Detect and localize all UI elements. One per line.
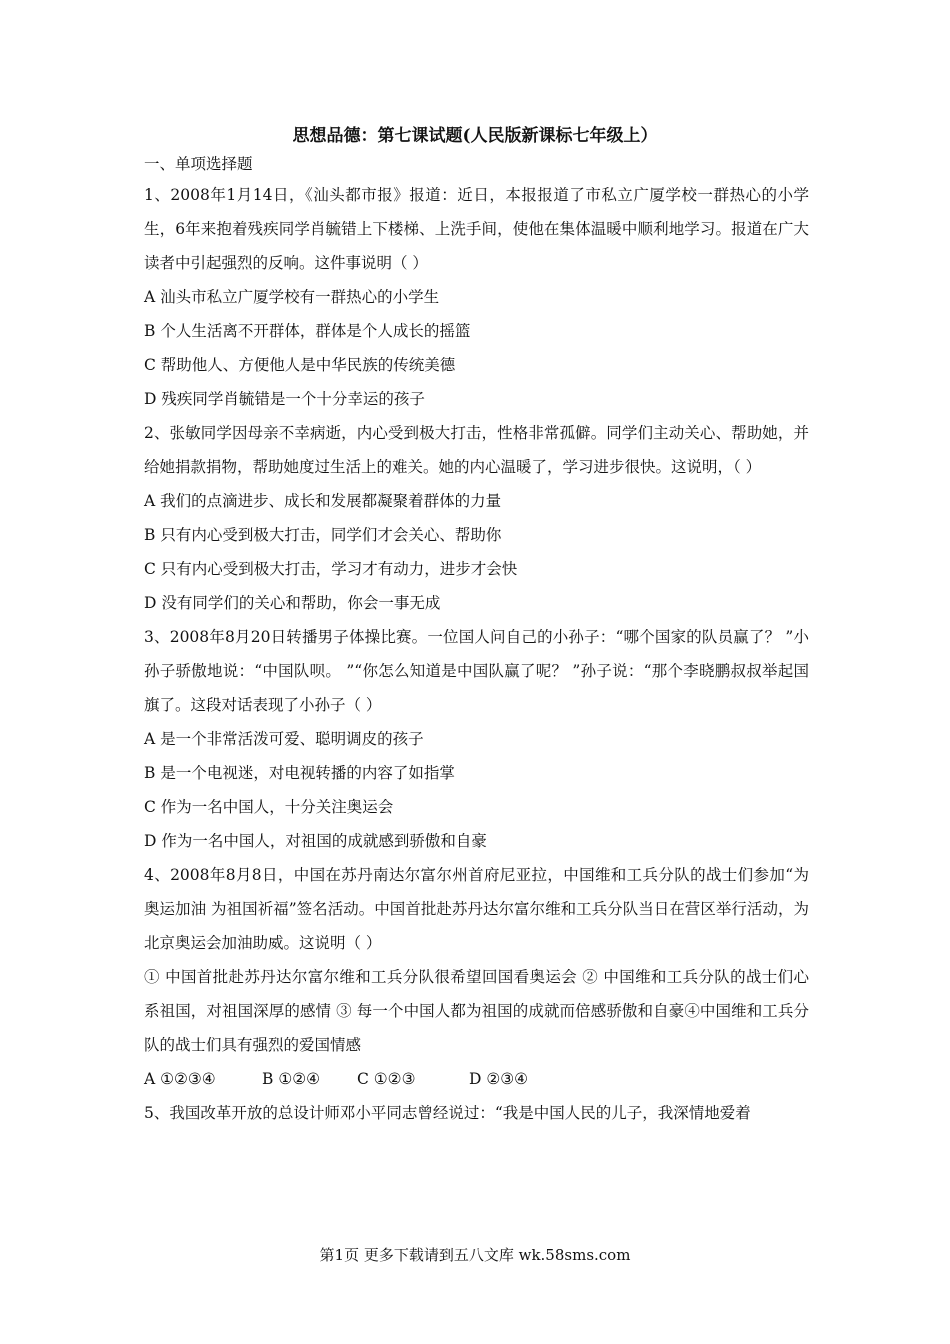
page-title: 思想品德：第七课试题(人民版新课标七年级上） [292, 126, 658, 146]
question-1-stem: 1、2008年1月14日，《汕头都市报》报道：近日，本报报道了市私立广厦学校一群热心的小学生，6年来抱着残疾同学肖毓错上下楼梯、上洗手间，使他在集体温暖中顺利地学习。报道在广大读者中引起强烈的反响。这件事说明（ ） [144, 186, 809, 272]
question-1-option-d: D 残疾同学肖毓错是一个十分幸运的孩子 [144, 390, 425, 408]
question-2-stem: 2、张敏同学因母亲不幸病逝，内心受到极大打击，性格非常孤僻。同学们主动关心、帮助她，并给她捐款捐物，帮助她度过生活上的难关。她的内心温暖了，学习进步很快。这说明，（ ） [144, 424, 809, 476]
question-1-option-c: C 帮助他人、方便他人是中华民族的传统美德 [144, 356, 456, 374]
question-4-stem: 4、2008年8月8日，中国在苏丹南达尔富尔州首府尼亚拉，中国维和工兵分队的战士们参加“为奥运加油 为祖国祈福”签名活动。中国首批赴苏丹达尔富尔维和工兵分队当日在营区举行活动，为北京奥运会加油助威。这说明（ ） [144, 866, 809, 952]
section-heading: 一、单项选择题 [144, 155, 253, 173]
question-1-option-a: A 汕头市私立广厦学校有一群热心的小学生 [144, 288, 440, 306]
question-3-option-a: A 是一个非常活泼可爱、聪明调皮的孩子 [144, 730, 424, 748]
question-1-option-b: B 个人生活离不开群体，群体是个人成长的摇篮 [144, 322, 471, 340]
question-2-option-a: A 我们的点滴进步、成长和发展都凝聚着群体的力量 [144, 492, 502, 510]
document-body [144, 150, 809, 1130]
question-4-choice-b: B ①②④ [262, 1070, 321, 1088]
question-4-choice-c: C ①②③ [357, 1070, 416, 1088]
question-5-stem: 5、我国改革开放的总设计师邓小平同志曾经说过：“我是中国人民的儿子，我深情地爱着 [144, 1104, 751, 1122]
question-4-statements: ① 中国首批赴苏丹达尔富尔维和工兵分队很希望回国看奥运会 ② 中国维和工兵分队的战士们心系祖国，对祖国深厚的感情 ③ 每一个中国人都为祖国的成就而倍感骄傲和自豪④中国维和工兵分队的战士们具有强烈的爱国情感 [144, 968, 809, 1054]
question-3-stem: 3、2008年8月20日转播男子体操比赛。一位国人问自己的小孙子：“哪个国家的队员赢了？ ”小孙子骄傲地说：“中国队呗。 ”“你怎么知道是中国队赢了呢？ ”孙子说：“那个李晓鹏叔叔举起国旗了。这段对话表现了小孙子（ ） [144, 628, 809, 714]
question-4-choice-a: A ①②③④ [144, 1070, 216, 1088]
question-2-option-b: B 只有内心受到极大打击，同学们才会关心、帮助你 [144, 526, 502, 544]
question-3-option-b: B 是一个电视迷，对电视转播的内容了如指掌 [144, 764, 455, 782]
question-3-option-d: D 作为一名中国人，对祖国的成就感到骄傲和自豪 [144, 832, 487, 850]
question-2-option-c: C 只有内心受到极大打击，学习才有动力，进步才会快 [144, 560, 518, 578]
question-2-option-d: D 没有同学们的关心和帮助，你会一事无成 [144, 594, 441, 612]
question-3-option-c: C 作为一名中国人，十分关注奥运会 [144, 798, 394, 816]
question-4-choice-d: D ②③④ [469, 1070, 529, 1088]
page-footer: 第1页 更多下载请到五八文库 wk.58sms.com [319, 1246, 631, 1264]
question-4-choices [144, 1062, 809, 1096]
